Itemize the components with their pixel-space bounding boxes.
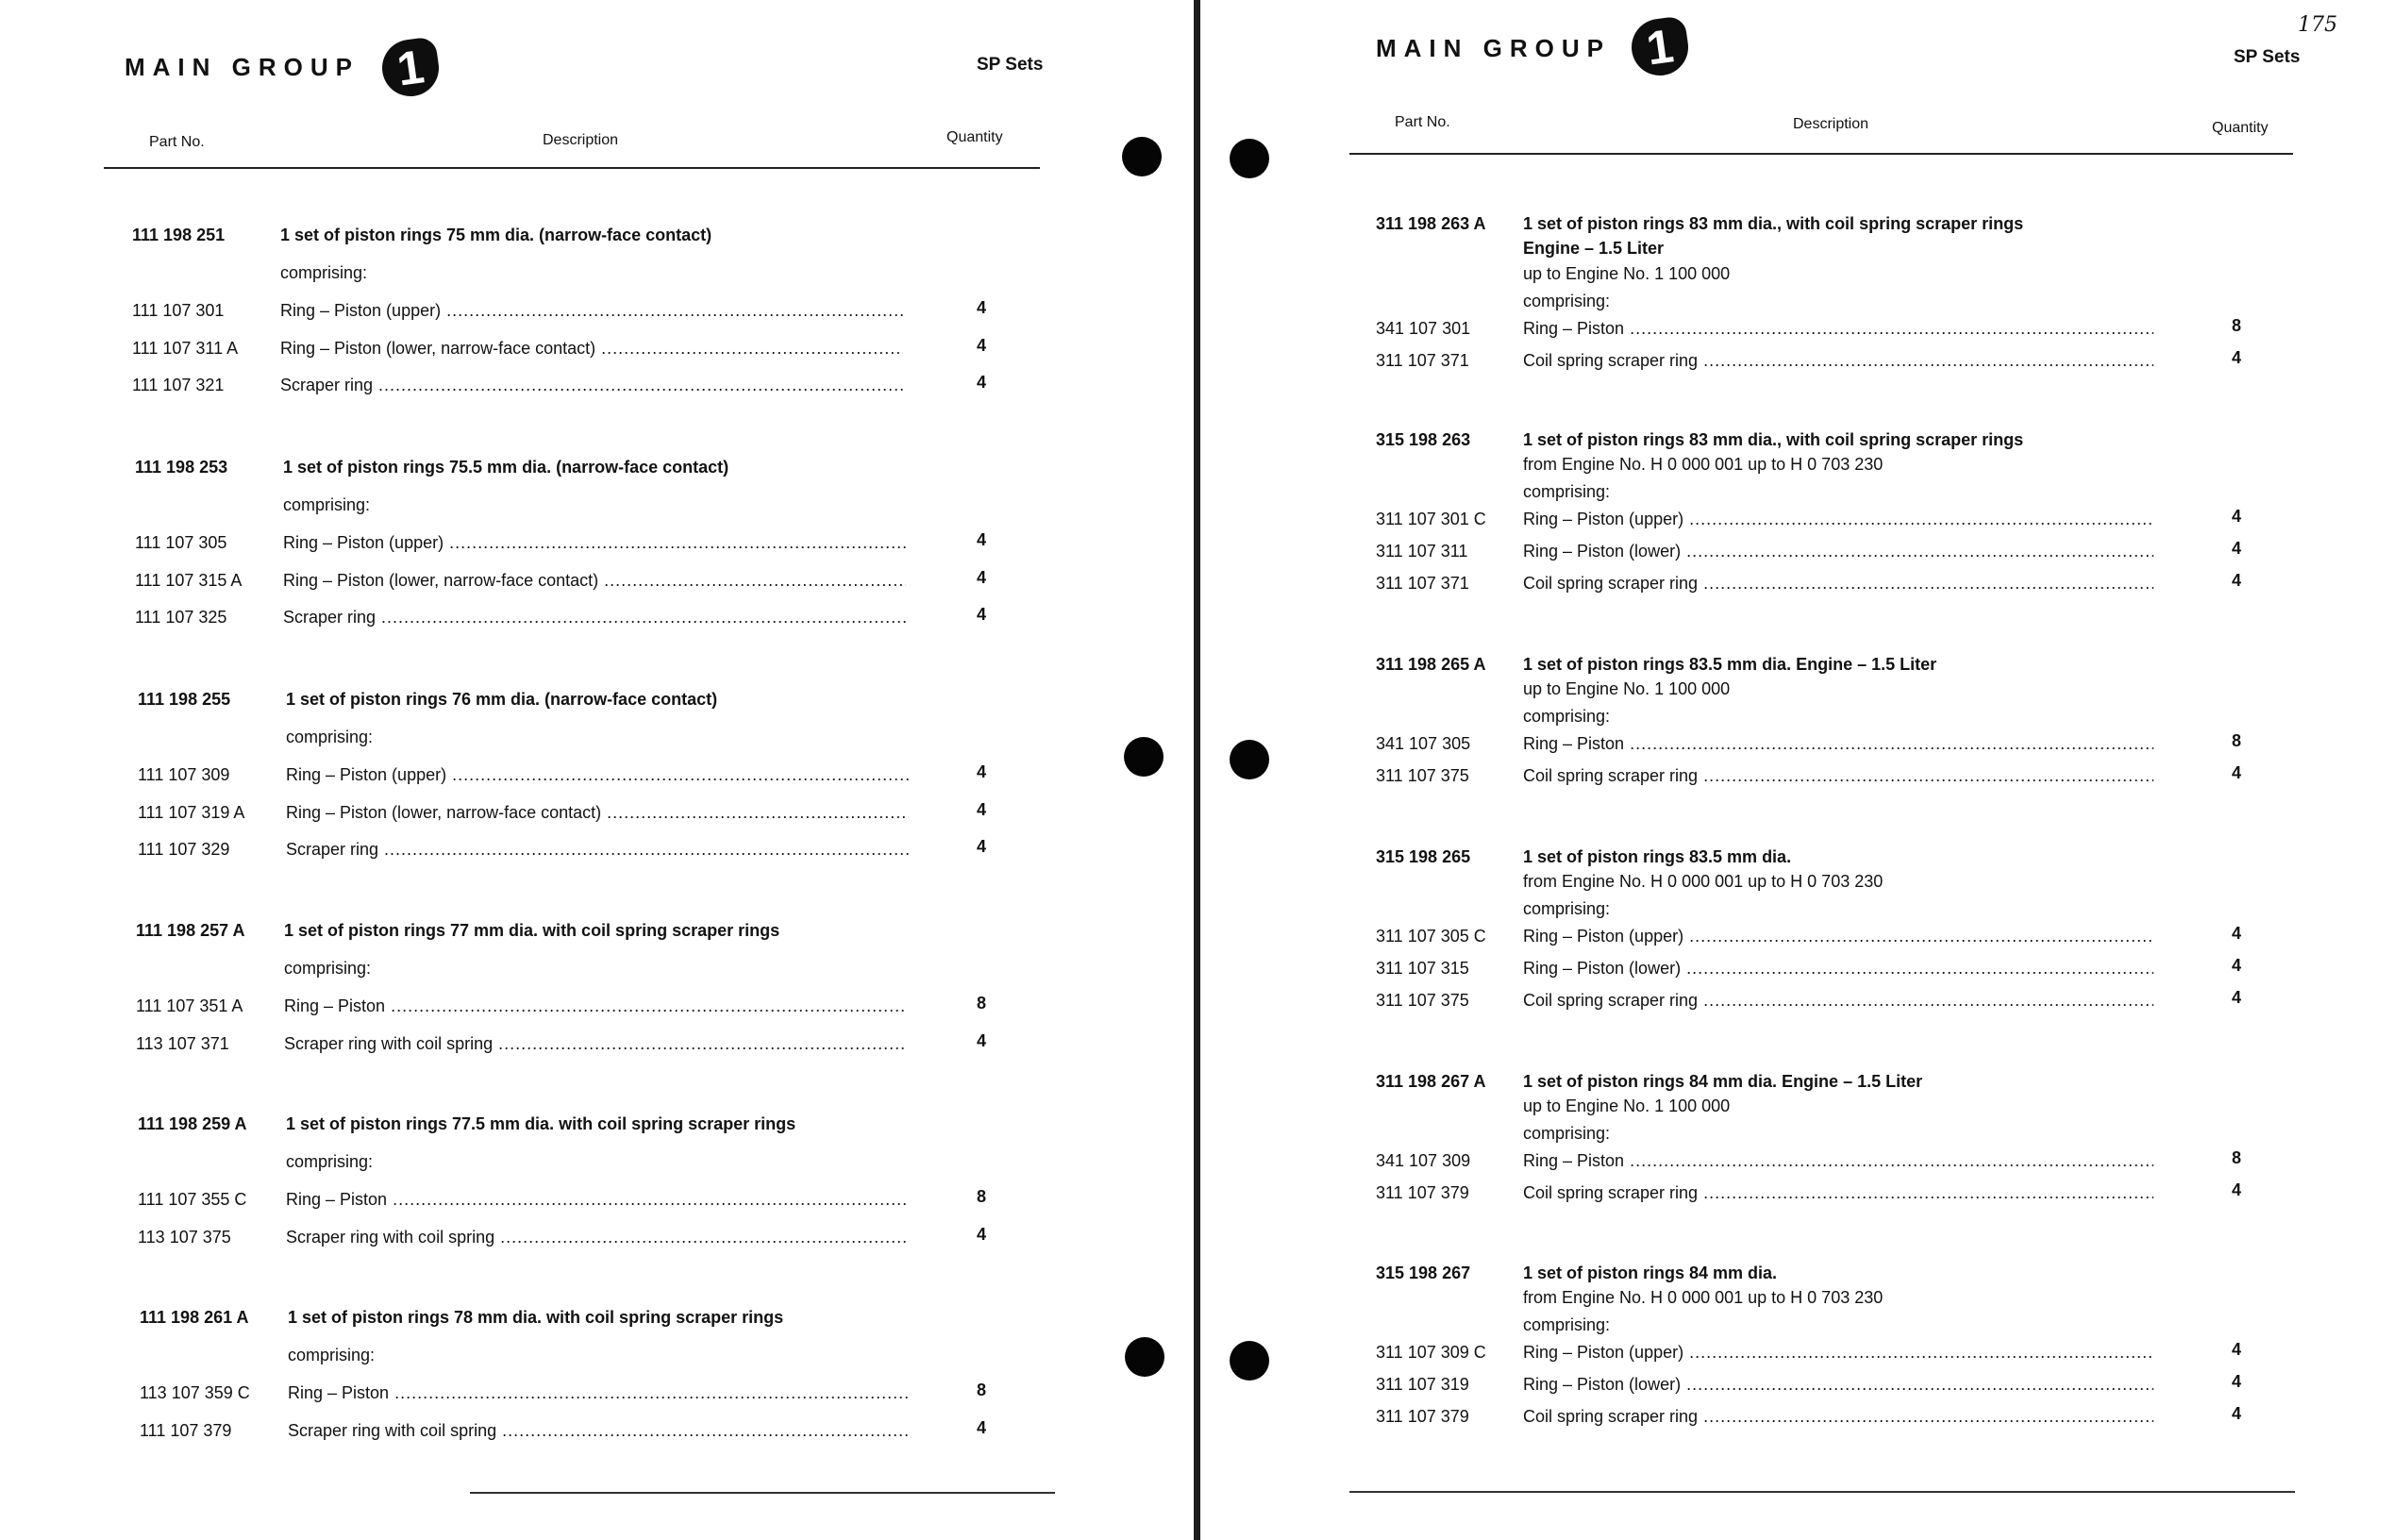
part-quantity: 4 [2231,1180,2241,1199]
part-quantity: 4 [2231,956,2241,975]
part-quantity: 4 [976,605,986,624]
part-description: Ring – Piston (lower) ..... [1523,1374,2153,1395]
part-quantity: 4 [976,1417,986,1437]
part-quantity: 8 [2231,1148,2241,1167]
part-quantity: 4 [976,1030,986,1050]
part-quantity: 4 [976,530,986,549]
part-number: 311 107 301 C [1376,510,1486,528]
part-description: Ring – Piston ..... [1523,1150,2153,1171]
part-description: Coil spring scraper ring ..... [1523,990,2153,1011]
part-row [1376,1182,2255,1205]
part-description: Ring – Piston (lower, narrow-face contact) ..... [283,570,906,591]
set-note: from Engine No. H 0 000 001 up to H 0 703 230 [1523,872,1884,891]
part-row [1376,926,2255,948]
part-description: Coil spring scraper ring ..... [1523,573,2153,594]
set-part-number: 315 198 267 [1376,1264,1471,1282]
part-quantity: 8 [976,1187,986,1206]
comprising-label: comprising: [1523,292,1611,310]
set-title: 1 set of piston rings 83.5 mm dia. [1523,847,1792,866]
punch-hole [1230,740,1269,779]
part-row [136,996,1004,1018]
part-row [1376,990,2255,1013]
bottom-rule [1349,1491,2295,1493]
set-part-number: 111 198 255 [138,690,231,709]
part-row [132,300,1000,323]
comprising-label: comprising: [1523,707,1611,726]
comprising-label: comprising: [1523,1124,1611,1143]
set-title: 1 set of piston rings 83 mm dia., with coil spring scraper rings [1523,430,2024,449]
group-number-badge: 1 [1628,15,1692,79]
set-title: 1 set of piston rings 75.5 mm dia. (narrow-face contact) [283,458,729,477]
part-quantity: 4 [2231,571,2241,590]
part-description: Ring – Piston (lower) ..... [1523,958,2153,979]
part-description: Ring – Piston (upper) ..... [1523,926,2153,946]
part-row [132,375,1000,397]
part-number: 311 107 319 [1376,1375,1469,1394]
part-row [1376,350,2255,373]
comprising-label: comprising: [1523,899,1611,918]
set-title: 1 set of piston rings 77 mm dia. with coil spring scraper rings [284,921,780,940]
part-description: Scraper ring ..... [286,839,909,860]
part-row [1376,1342,2255,1364]
part-row [140,1382,1008,1405]
part-quantity: 4 [976,298,986,317]
part-row [1376,541,2255,563]
section-label: SP Sets [977,55,1044,75]
part-description: Scraper ring ..... [280,375,903,395]
set-title: 1 set of piston rings 76 mm dia. (narrow-face contact) [286,690,718,709]
part-quantity: 4 [976,837,986,856]
part-number: 111 107 315 A [135,570,243,590]
col-header-quantity: Quantity [946,129,1003,145]
set-note: from Engine No. H 0 000 001 up to H 0 703 230 [1523,1288,1884,1307]
part-description: Ring – Piston (lower) ..... [1523,541,2153,561]
part-quantity: 4 [2231,988,2241,1007]
part-quantity: 4 [2231,539,2241,558]
set-part-number: 111 198 253 [135,458,228,477]
part-row [140,1417,1008,1443]
part-number: 111 107 325 [135,608,227,627]
set-part-number: 311 198 263 A [1376,214,1486,233]
part-row [135,607,1003,629]
part-description: Ring – Piston ..... [286,1189,909,1210]
part-description: Scraper ring with coil spring ..... [288,1420,911,1441]
comprising-label: comprising: [288,1346,376,1364]
part-quantity: 4 [2231,1404,2241,1423]
part-description: Ring – Piston ..... [1523,318,2153,339]
part-row [136,1030,1004,1056]
part-quantity: 8 [976,994,986,1013]
part-number: 111 107 311 A [132,338,239,358]
header-rule [1349,153,2293,155]
bottom-rule [470,1492,1055,1494]
part-quantity: 4 [2231,1340,2241,1359]
part-quantity: 4 [976,567,986,587]
part-row [1376,573,2255,595]
comprising-label: comprising: [280,263,368,282]
part-description: Ring – Piston ..... [284,996,907,1016]
part-row [138,839,1006,862]
part-row [1376,958,2255,980]
col-header-description: Description [543,132,619,148]
part-number: 311 107 375 [1376,991,1469,1010]
part-quantity: 4 [2231,763,2241,782]
part-quantity: 4 [2231,348,2241,367]
part-number: 111 107 305 [135,533,227,552]
part-description: Coil spring scraper ring ..... [1523,350,2153,371]
part-number: 341 107 305 [1376,734,1471,753]
left-page [0,0,1194,1540]
part-description: Ring – Piston (lower, narrow-face contact) ..... [286,802,909,823]
part-number: 311 107 371 [1376,351,1469,370]
punch-hole [1125,1337,1164,1377]
part-quantity: 8 [2231,316,2241,335]
part-row [138,1224,1006,1249]
set-part-number: 315 198 263 [1376,430,1471,449]
part-description: Scraper ring with coil spring ..... [284,1033,907,1054]
part-number: 341 107 309 [1376,1151,1471,1170]
part-quantity: 4 [976,762,986,781]
part-number: 111 107 301 [132,301,225,320]
right-page [1200,0,2395,1540]
punch-hole [1230,139,1269,178]
page-gutter [1194,0,1200,1540]
page-number: 175 [2298,13,2337,37]
comprising-label: comprising: [283,495,371,514]
part-description: Coil spring scraper ring ..... [1523,765,2153,786]
set-part-number: 315 198 265 [1376,847,1471,866]
part-number: 311 107 315 [1376,959,1469,978]
part-number: 311 107 311 [1376,542,1468,561]
set-title: 1 set of piston rings 83.5 mm dia. Engine – 1.5 Liter [1523,655,1937,674]
part-row [1376,733,2255,756]
part-row [138,799,1006,825]
part-number: 311 107 375 [1376,766,1469,785]
part-quantity: 4 [976,335,986,355]
set-note: up to Engine No. 1 100 000 [1523,679,1731,698]
part-number: 341 107 301 [1376,319,1471,338]
part-number: 311 107 305 C [1376,927,1486,946]
part-number: 111 107 351 A [136,996,243,1015]
part-description: Coil spring scraper ring ..... [1523,1406,2153,1427]
part-number: 111 107 329 [138,840,230,859]
part-description: Ring – Piston (lower, narrow-face contact) ..... [280,338,903,359]
part-description: Ring – Piston ..... [288,1382,911,1403]
part-row [1376,1150,2255,1173]
part-number: 113 107 359 C [140,1383,250,1402]
part-row [138,764,1006,787]
part-quantity: 4 [2231,507,2241,526]
part-row [1376,509,2255,531]
part-row [1376,1406,2255,1429]
set-part-number: 111 198 259 A [138,1114,247,1133]
part-number: 311 107 379 [1376,1407,1469,1426]
part-quantity: 4 [2231,924,2241,943]
punch-hole [1124,737,1164,777]
part-quantity: 4 [976,1224,986,1244]
set-note: up to Engine No. 1 100 000 [1523,264,1731,283]
set-title-line-2: Engine – 1.5 Liter [1523,239,1665,258]
part-description: Scraper ring ..... [283,607,906,628]
punch-hole [1230,1341,1269,1381]
part-number: 111 107 309 [138,765,230,784]
part-row [1376,318,2255,341]
part-number: 111 107 355 C [138,1190,247,1209]
part-description: Ring – Piston (upper) ..... [1523,1342,2153,1363]
part-description: Ring – Piston ..... [1523,733,2153,754]
set-title: 1 set of piston rings 84 mm dia. Engine – 1.5 Liter [1523,1072,1923,1091]
part-quantity: 4 [976,373,986,392]
section-label: SP Sets [2234,47,2301,67]
punch-hole [1122,137,1162,176]
part-quantity: 8 [2231,731,2241,750]
part-row [1376,765,2255,788]
group-title: MAIN GROUP [1376,34,1611,62]
part-description: Ring – Piston (upper) ..... [280,300,903,321]
part-quantity: 4 [976,799,986,819]
set-title: 1 set of piston rings 84 mm dia. [1523,1264,1778,1282]
col-header-part-no: Part No. [149,134,205,150]
part-description: Ring – Piston (upper) ..... [283,532,906,553]
comprising-label: comprising: [284,959,372,978]
part-row [132,335,1000,360]
part-description: Ring – Piston (upper) ..... [1523,509,2153,529]
set-part-number: 111 198 251 [132,226,226,244]
part-row [138,1189,1006,1212]
part-number: 311 107 309 C [1376,1343,1486,1362]
set-part-number: 111 198 257 A [136,921,245,940]
part-quantity: 4 [2231,1372,2241,1391]
part-row [135,567,1003,593]
part-description: Ring – Piston (upper) ..... [286,764,909,785]
part-row [135,532,1003,555]
part-number: 111 107 379 [140,1420,232,1440]
col-header-description: Description [1793,116,1869,132]
col-header-part-no: Part No. [1395,114,1450,130]
part-number: 113 107 371 [136,1033,229,1053]
header-rule [104,167,1040,169]
comprising-label: comprising: [1523,482,1611,501]
set-note: from Engine No. H 0 000 001 up to H 0 703 230 [1523,455,1884,474]
part-number: 311 107 371 [1376,574,1469,593]
group-number-badge: 1 [378,36,443,100]
part-number: 111 107 319 A [138,802,245,822]
set-title: 1 set of piston rings 78 mm dia. with coil spring scraper rings [288,1308,784,1327]
set-note: up to Engine No. 1 100 000 [1523,1096,1731,1115]
set-title: 1 set of piston rings 75 mm dia. (narrow-face contact) [280,226,712,244]
set-part-number: 311 198 267 A [1376,1072,1486,1091]
group-title: MAIN GROUP [125,53,360,81]
part-description: Scraper ring with coil spring ..... [286,1227,909,1247]
part-quantity: 8 [976,1381,986,1399]
set-title: 1 set of piston rings 83 mm dia., with coil spring scraper rings [1523,214,2024,233]
col-header-quantity: Quantity [2212,120,2269,136]
part-number: 311 107 379 [1376,1183,1469,1202]
comprising-label: comprising: [286,728,374,746]
set-part-number: 111 198 261 A [140,1308,249,1327]
comprising-label: comprising: [286,1152,374,1171]
set-title: 1 set of piston rings 77.5 mm dia. with coil spring scraper rings [286,1114,796,1133]
part-number: 113 107 375 [138,1227,231,1247]
comprising-label: comprising: [1523,1315,1611,1334]
part-number: 111 107 321 [132,376,225,394]
part-row [1376,1374,2255,1397]
part-description: Coil spring scraper ring ..... [1523,1182,2153,1203]
set-part-number: 311 198 265 A [1376,655,1486,674]
